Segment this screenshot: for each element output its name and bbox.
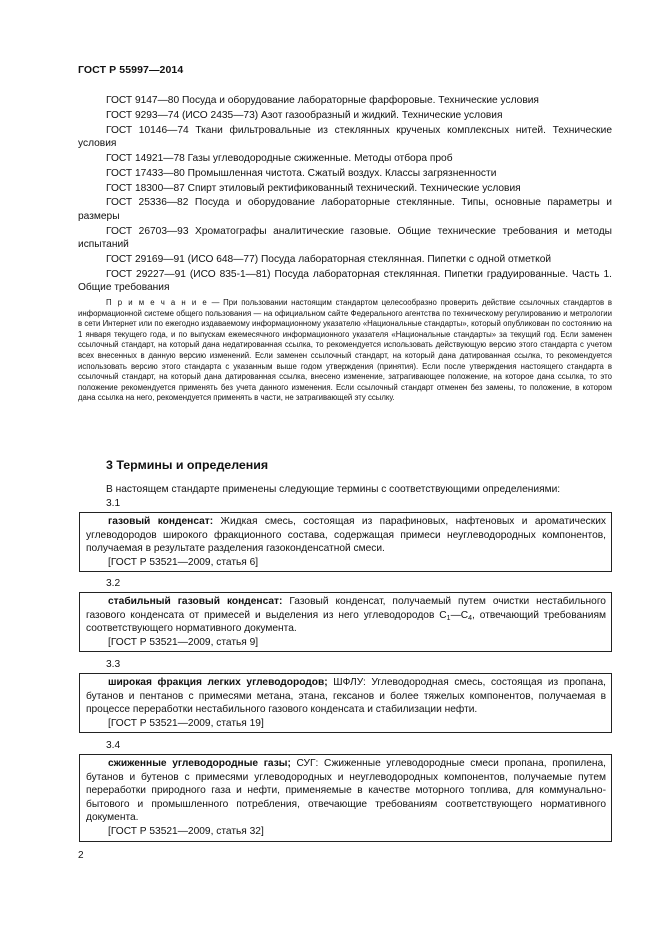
term-source: [ГОСТ Р 53521—2009, статья 6]: [108, 556, 259, 568]
reference-item: ГОСТ 18300—87 Спирт этиловый ректификованный технический. Технические условия: [106, 182, 521, 194]
definition-text: Жидкая смесь, состоящая из парафиновых, нафтеновых и ароматических углеводородов широкого фракционного состава, содержащая примеси неуглеводородных компонентов, получаемая в результате разделения газоконденсатной смеси.: [86, 516, 606, 555]
reference-item: ГОСТ 10146—74 Ткани фильтровальные из стеклянных крученых комплексных нитей. Технические условия: [78, 124, 612, 150]
term-box: [79, 512, 612, 572]
definition-text: СУГ: Сжиженные углеводородные смеси пропана, пропилена, бутанов и бутенов с примесями углеводородных и неуглеводородных компонентов, получаемые путем переработки природного газа и нефти, применяемые в качестве моторного топлива, для коммунально-бытового и промышленного потребления, отвечающие требованиям соответствующего нормативного документа.: [86, 758, 606, 824]
term-source: [ГОСТ Р 53521—2009, статья 9]: [108, 636, 259, 648]
section-intro: В настоящем стандарте применены следующие термины с соответствующими определениями:: [106, 484, 561, 495]
term-box: [79, 754, 612, 842]
term-name: газовый конденсат:: [108, 516, 214, 527]
term-source: [ГОСТ Р 53521—2009, статья 32]: [108, 825, 264, 837]
term-source: [ГОСТ Р 53521—2009, статья 19]: [108, 717, 264, 729]
term-name: сжиженные углеводородные газы;: [108, 758, 291, 769]
term-definition: [86, 676, 606, 717]
reference-item: ГОСТ 29169—91 (ИСО 648—77) Посуда лабораторная стеклянная. Пипетки с одной отметкой: [106, 254, 552, 266]
term-number: 3.3: [106, 659, 121, 670]
reference-item: ГОСТ 9147—80 Посуда и оборудование лабораторные фарфоровые. Технические условия: [106, 95, 539, 106]
term-name: стабильный газовый конденсат:: [108, 596, 283, 607]
term-number: 3.1: [106, 498, 121, 509]
term-box: [79, 592, 612, 652]
reference-item: ГОСТ 29227—91 (ИСО 835-1—81) Посуда лабораторная стеклянная. Пипетки градуированные. Часть 1. Общие требования: [78, 268, 612, 294]
reference-item: ГОСТ 9293—74 (ИСО 2435—73) Азот газообразный и жидкий. Технические условия: [106, 109, 503, 121]
section-title: 3 Термины и определения: [106, 458, 269, 472]
term-box: [79, 673, 612, 733]
reference-item: ГОСТ 17433—80 Промышленная чистота. Сжатый воздух. Классы загрязненности: [106, 167, 497, 179]
term-definition: [86, 515, 606, 556]
page-number: 2: [78, 850, 84, 861]
subscript: 1: [446, 614, 451, 622]
term-number: 3.2: [106, 578, 121, 589]
term-definition: [86, 595, 606, 636]
definition-text: ШФЛУ: Углеводородная смесь, состоящая из пропана, бутанов и пентанов с примесями метана, этана, гексанов и более тяжелых компонентов, получаемая в процессе переработки нестабильного газового конденсата и стабилизации нефти.: [86, 677, 607, 716]
note-block: [78, 298, 612, 404]
document-header: ГОСТ Р 55997—2014: [78, 64, 184, 76]
reference-item: ГОСТ 26703—93 Хроматографы аналитические газовые. Общие технические требования и методы испытаний: [78, 225, 612, 251]
definition-text: Газовый конденсат, получаемый путем очистки нестабильного газового конденсата от примесей и выделения из него углеводородов С: [86, 596, 606, 621]
note-label: П р и м е ч а н и е: [106, 298, 208, 307]
normative-references-list: [78, 94, 612, 296]
term-definition: [86, 757, 606, 825]
term-name: широкая фракция легких углеводородов;: [108, 677, 328, 688]
subscript: 4: [468, 614, 473, 622]
term-number: 3.4: [106, 740, 121, 751]
note-paragraph: [78, 298, 612, 404]
reference-item: ГОСТ 14921—78 Газы углеводородные сжиженные. Методы отбора проб: [106, 152, 453, 164]
reference-item: ГОСТ 25336—82 Посуда и оборудование лабораторные стеклянные. Типы, основные параметры и размеры: [78, 197, 612, 222]
definition-text: , отвечающий требованиям соответствующего нормативного документа.: [86, 609, 606, 635]
note-text: — При пользовании настоящим стандартом целесообразно проверить действие ссылочных стандартов в информационной системе общего пользования — на официальном сайте Федерального агентства по техническому регулированию и метрологии в сети Интернет или по ежегодно издаваемому информационному указателю «Национальные стандарты», который опубликован по состоянию на 1 января текущего года, и по выпускам ежемесячного информационного указателя «Национальные стандарты» за текущий год. Если заменен ссылочный стандарт, на который дана недатированная ссылка, то рекомендуется использовать действующую версию этого стандарта с учетом всех внесенных в данную версию изменений. Если заменен ссылочный стандарт, на который дана датированная ссылка, то рекомендуется использовать версию этого стандарта с указанным выше годом утверждения (принятия). Если после утверждения настоящего стандарта в ссылочный стандарт, на который дана датированная ссылка, внесено изменение, затрагивающее положение, на которое дана ссылка, то это положение рекомендуется применять без учета данного изменения. Если ссылочный стандарт отменен без замены, то положение, в котором дана ссылка на него, рекомендуется применять в части, не затрагивающей эту ссылку.: [78, 298, 612, 403]
definition-text: —С: [450, 609, 469, 621]
